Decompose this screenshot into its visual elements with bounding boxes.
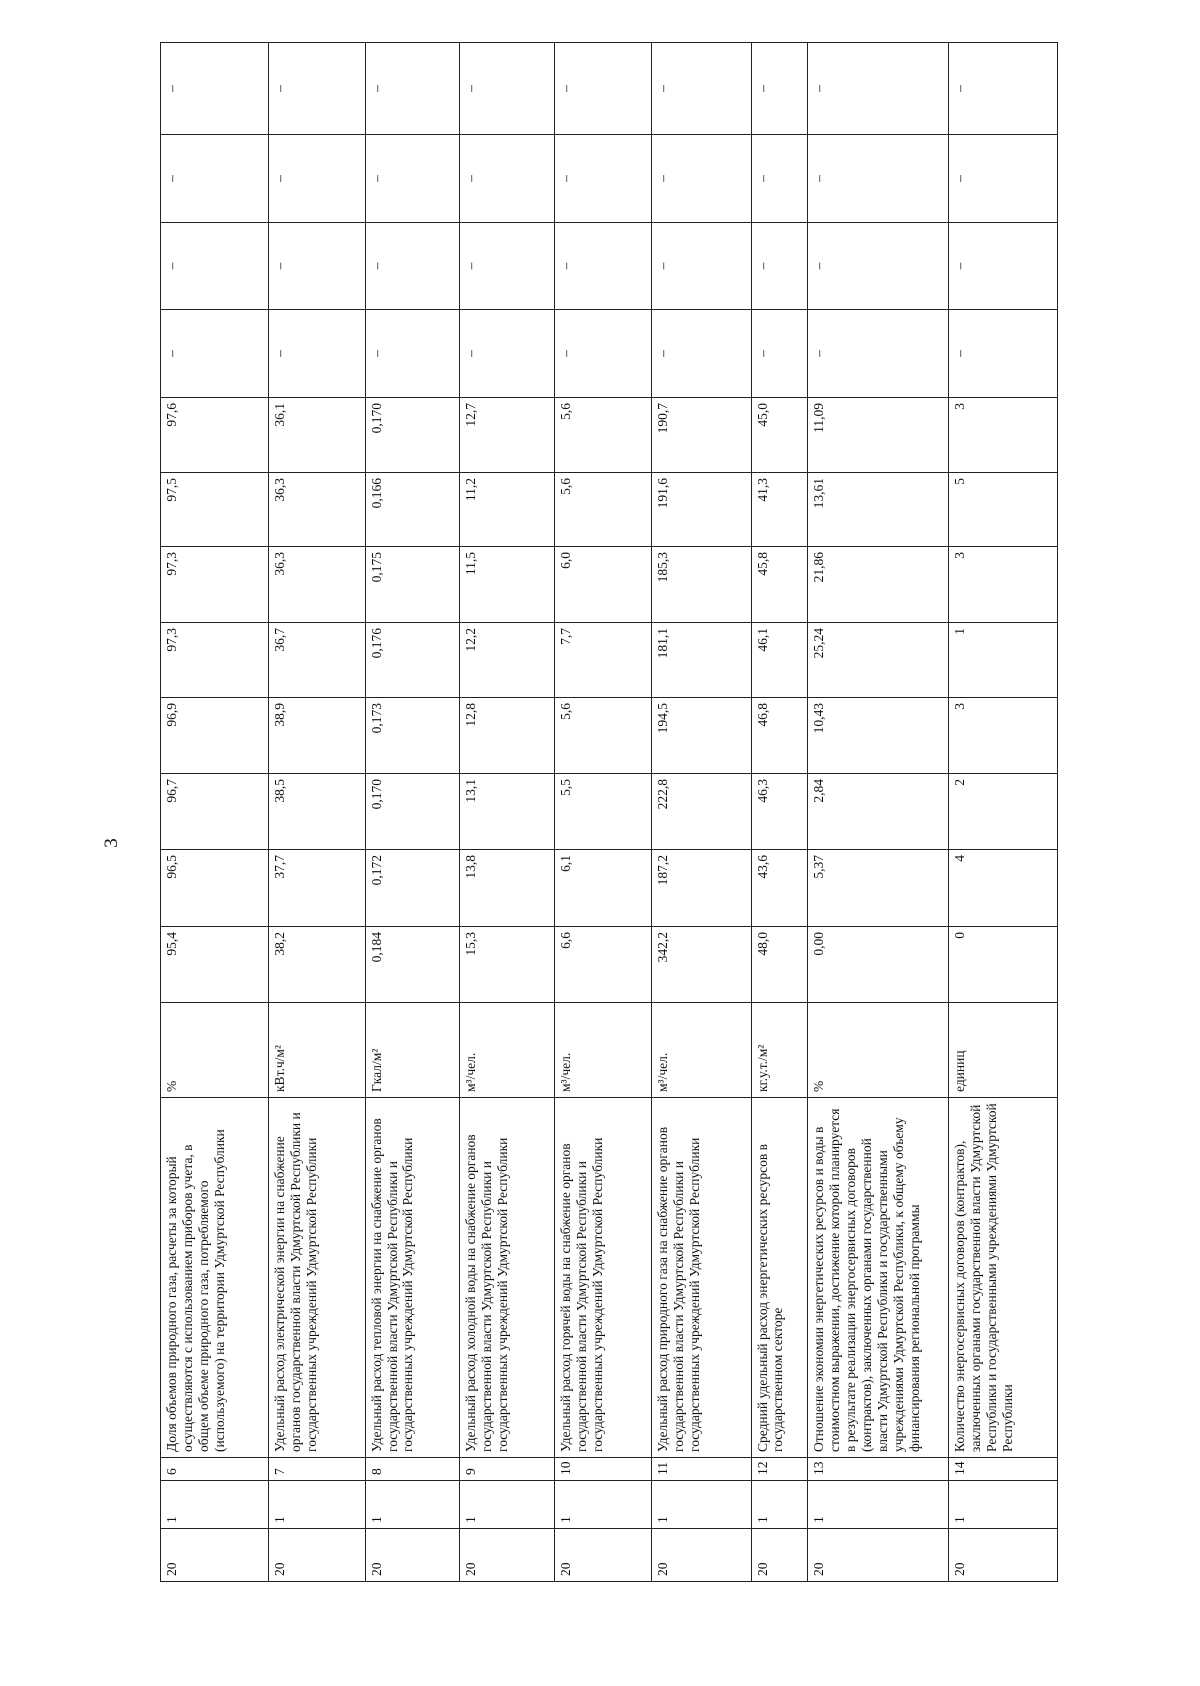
cell-dash: –	[268, 43, 365, 135]
cell-value: 25,24	[808, 623, 949, 698]
cell-value: 36,7	[268, 623, 365, 698]
cell-dash: –	[651, 310, 751, 398]
cell-value: 0,176	[365, 623, 460, 698]
cell-subprogram: 1	[808, 1481, 949, 1529]
cell-value: 96,9	[161, 698, 269, 774]
cell-dash: –	[555, 310, 652, 398]
table-row	[365, 43, 460, 1582]
cell-code: 20	[268, 1529, 365, 1582]
cell-value: 2,84	[808, 774, 949, 850]
cell-indicator-name: Средний удельный расход энергетических ресурсов в государственном секторе	[751, 1098, 807, 1458]
cell-value: 3	[949, 547, 1058, 623]
cell-dash: –	[949, 310, 1058, 398]
cell-unit: кВт.ч/м²	[268, 1003, 365, 1098]
cell-dash: –	[808, 223, 949, 310]
cell-value: 342,2	[651, 927, 751, 1003]
cell-dash: –	[651, 223, 751, 310]
cell-indicator-name: Удельный расход природного газа на снабжение органов государственной власти Удмуртской Республики и государственных учреждений Удмуртской Республики	[651, 1098, 751, 1458]
cell-value: 13,1	[460, 774, 555, 850]
cell-value: 5,6	[555, 698, 652, 774]
cell-value: 0	[949, 927, 1058, 1003]
cell-dash: –	[161, 43, 269, 135]
cell-value: 15,3	[460, 927, 555, 1003]
page-number: 3	[101, 838, 122, 848]
cell-value: 11,09	[808, 398, 949, 473]
cell-indicator-name: Удельный расход тепловой энергии на снабжение органов государственной власти Удмуртской Республики и государственных учреждений Удмуртской Республики	[365, 1098, 460, 1458]
cell-dash: –	[555, 135, 652, 223]
cell-value: 222,8	[651, 774, 751, 850]
cell-value: 38,2	[268, 927, 365, 1003]
cell-number: 8	[365, 1458, 460, 1481]
cell-value: 12,8	[460, 698, 555, 774]
cell-value: 96,7	[161, 774, 269, 850]
cell-dash: –	[365, 135, 460, 223]
cell-value: 13,61	[808, 473, 949, 547]
cell-value: 1	[949, 623, 1058, 698]
cell-code: 20	[161, 1529, 269, 1582]
cell-indicator-name: Удельный расход горячей воды на снабжение органов государственной власти Удмуртской Республики и государственных учреждений Удмуртской Республики	[555, 1098, 652, 1458]
cell-value: 0,173	[365, 698, 460, 774]
cell-value: 36,3	[268, 473, 365, 547]
cell-dash: –	[751, 135, 807, 223]
cell-dash: –	[555, 43, 652, 135]
table-row	[751, 43, 807, 1582]
cell-subprogram: 1	[751, 1481, 807, 1529]
cell-value: 5,6	[555, 473, 652, 547]
cell-unit: %	[161, 1003, 269, 1098]
cell-value: 7,7	[555, 623, 652, 698]
table-row	[460, 43, 555, 1582]
table-row	[555, 43, 652, 1582]
cell-number: 12	[751, 1458, 807, 1481]
cell-value: 185,3	[651, 547, 751, 623]
cell-unit: м³/чел.	[460, 1003, 555, 1098]
cell-value: 96,5	[161, 850, 269, 927]
cell-dash: –	[460, 310, 555, 398]
cell-value: 190,7	[651, 398, 751, 473]
cell-value: 13,8	[460, 850, 555, 927]
cell-unit: Гкал/м²	[365, 1003, 460, 1098]
cell-code: 20	[555, 1529, 652, 1582]
table-body	[161, 43, 1058, 1582]
cell-subprogram: 1	[651, 1481, 751, 1529]
cell-dash: –	[808, 135, 949, 223]
cell-value: 2	[949, 774, 1058, 850]
cell-dash: –	[651, 135, 751, 223]
cell-subprogram: 1	[268, 1481, 365, 1529]
cell-value: 46,1	[751, 623, 807, 698]
cell-code: 20	[808, 1529, 949, 1582]
cell-value: 36,3	[268, 547, 365, 623]
cell-number: 9	[460, 1458, 555, 1481]
cell-value: 5,5	[555, 774, 652, 850]
cell-code: 20	[460, 1529, 555, 1582]
cell-value: 11,2	[460, 473, 555, 547]
cell-value: 43,6	[751, 850, 807, 927]
cell-dash: –	[751, 43, 807, 135]
cell-value: 95,4	[161, 927, 269, 1003]
cell-number: 11	[651, 1458, 751, 1481]
cell-dash: –	[808, 43, 949, 135]
cell-unit: м³/чел.	[651, 1003, 751, 1098]
cell-subprogram: 1	[949, 1481, 1058, 1529]
cell-dash: –	[460, 223, 555, 310]
cell-value: 4	[949, 850, 1058, 927]
cell-unit: м³/чел.	[555, 1003, 652, 1098]
cell-value: 37,7	[268, 850, 365, 927]
cell-code: 20	[751, 1529, 807, 1582]
cell-value: 181,1	[651, 623, 751, 698]
cell-subprogram: 1	[161, 1481, 269, 1529]
cell-dash: –	[161, 223, 269, 310]
cell-dash: –	[268, 223, 365, 310]
cell-dash: –	[365, 310, 460, 398]
cell-indicator-name: Доля объемов природного газа, расчеты за который осуществляются с использованием приборов учета, в общем объеме природного газа, потребляемого (используемого) на территории Удмуртской Республики	[161, 1098, 269, 1458]
cell-value: 97,5	[161, 473, 269, 547]
cell-dash: –	[751, 223, 807, 310]
cell-value: 10,43	[808, 698, 949, 774]
table-row	[268, 43, 365, 1582]
cell-indicator-name: Отношение экономии энергетических ресурсов и воды в стоимостном выражении, достижение которой планируется в результате реализации энергосервисных договоров (контрактов), заключенных органами государственной власти Удмуртской Республики и государственными учреждениями Удмуртской Республики, к общему объему финансирования региональной программы	[808, 1098, 949, 1458]
cell-number: 6	[161, 1458, 269, 1481]
cell-dash: –	[161, 310, 269, 398]
cell-value: 0,184	[365, 927, 460, 1003]
cell-dash: –	[268, 135, 365, 223]
cell-value: 3	[949, 398, 1058, 473]
cell-value: 0,166	[365, 473, 460, 547]
table-row	[651, 43, 751, 1582]
cell-dash: –	[460, 43, 555, 135]
cell-value: 194,5	[651, 698, 751, 774]
cell-dash: –	[949, 43, 1058, 135]
cell-value: 12,7	[460, 398, 555, 473]
cell-value: 6,6	[555, 927, 652, 1003]
cell-subprogram: 1	[555, 1481, 652, 1529]
cell-dash: –	[555, 223, 652, 310]
cell-number: 14	[949, 1458, 1058, 1481]
cell-dash: –	[268, 310, 365, 398]
cell-value: 191,6	[651, 473, 751, 547]
table-row	[161, 43, 269, 1582]
cell-code: 20	[651, 1529, 751, 1582]
cell-unit: кг.у.т./м²	[751, 1003, 807, 1098]
cell-dash: –	[949, 223, 1058, 310]
cell-value: 0,170	[365, 774, 460, 850]
cell-value: 6,1	[555, 850, 652, 927]
cell-value: 46,3	[751, 774, 807, 850]
cell-value: 6,0	[555, 547, 652, 623]
cell-value: 38,9	[268, 698, 365, 774]
cell-dash: –	[365, 223, 460, 310]
cell-indicator-name: Количество энергосервисных договоров (контрактов), заключенных органами государственной власти Удмуртской Республики и государственными учреждениями Удмуртской Республики	[949, 1098, 1058, 1458]
cell-value: 0,172	[365, 850, 460, 927]
cell-value: 36,1	[268, 398, 365, 473]
cell-value: 187,2	[651, 850, 751, 927]
cell-value: 5	[949, 473, 1058, 547]
cell-value: 38,5	[268, 774, 365, 850]
table-row	[808, 43, 949, 1582]
cell-dash: –	[365, 43, 460, 135]
cell-dash: –	[808, 310, 949, 398]
cell-indicator-name: Удельный расход электрической энергии на снабжение органов государственной власти Удмуртской Республики и государственных учреждений Удмуртской Республики	[268, 1098, 365, 1458]
cell-value: 97,3	[161, 547, 269, 623]
cell-value: 0,170	[365, 398, 460, 473]
cell-dash: –	[751, 310, 807, 398]
cell-subprogram: 1	[365, 1481, 460, 1529]
cell-value: 0,00	[808, 927, 949, 1003]
cell-value: 21,86	[808, 547, 949, 623]
cell-value: 5,37	[808, 850, 949, 927]
cell-value: 41,3	[751, 473, 807, 547]
cell-value: 11,5	[460, 547, 555, 623]
cell-value: 0,175	[365, 547, 460, 623]
cell-value: 5,6	[555, 398, 652, 473]
cell-dash: –	[651, 43, 751, 135]
cell-value: 46,8	[751, 698, 807, 774]
cell-value: 97,3	[161, 623, 269, 698]
cell-value: 12,2	[460, 623, 555, 698]
cell-dash: –	[460, 135, 555, 223]
table-row	[949, 43, 1058, 1582]
cell-dash: –	[161, 135, 269, 223]
indicators-table	[160, 42, 1058, 1582]
cell-unit: единиц	[949, 1003, 1058, 1098]
cell-code: 20	[949, 1529, 1058, 1582]
rotated-table-container	[160, 65, 1058, 1582]
cell-number: 13	[808, 1458, 949, 1481]
cell-indicator-name: Удельный расход холодной воды на снабжение органов государственной власти Удмуртской Республики и государственных учреждений Удмуртской Республики	[460, 1098, 555, 1458]
cell-value: 97,6	[161, 398, 269, 473]
cell-value: 45,0	[751, 398, 807, 473]
cell-unit: %	[808, 1003, 949, 1098]
cell-value: 45,8	[751, 547, 807, 623]
cell-number: 10	[555, 1458, 652, 1481]
cell-code: 20	[365, 1529, 460, 1582]
cell-value: 48,0	[751, 927, 807, 1003]
cell-dash: –	[949, 135, 1058, 223]
cell-number: 7	[268, 1458, 365, 1481]
cell-value: 3	[949, 698, 1058, 774]
cell-subprogram: 1	[460, 1481, 555, 1529]
